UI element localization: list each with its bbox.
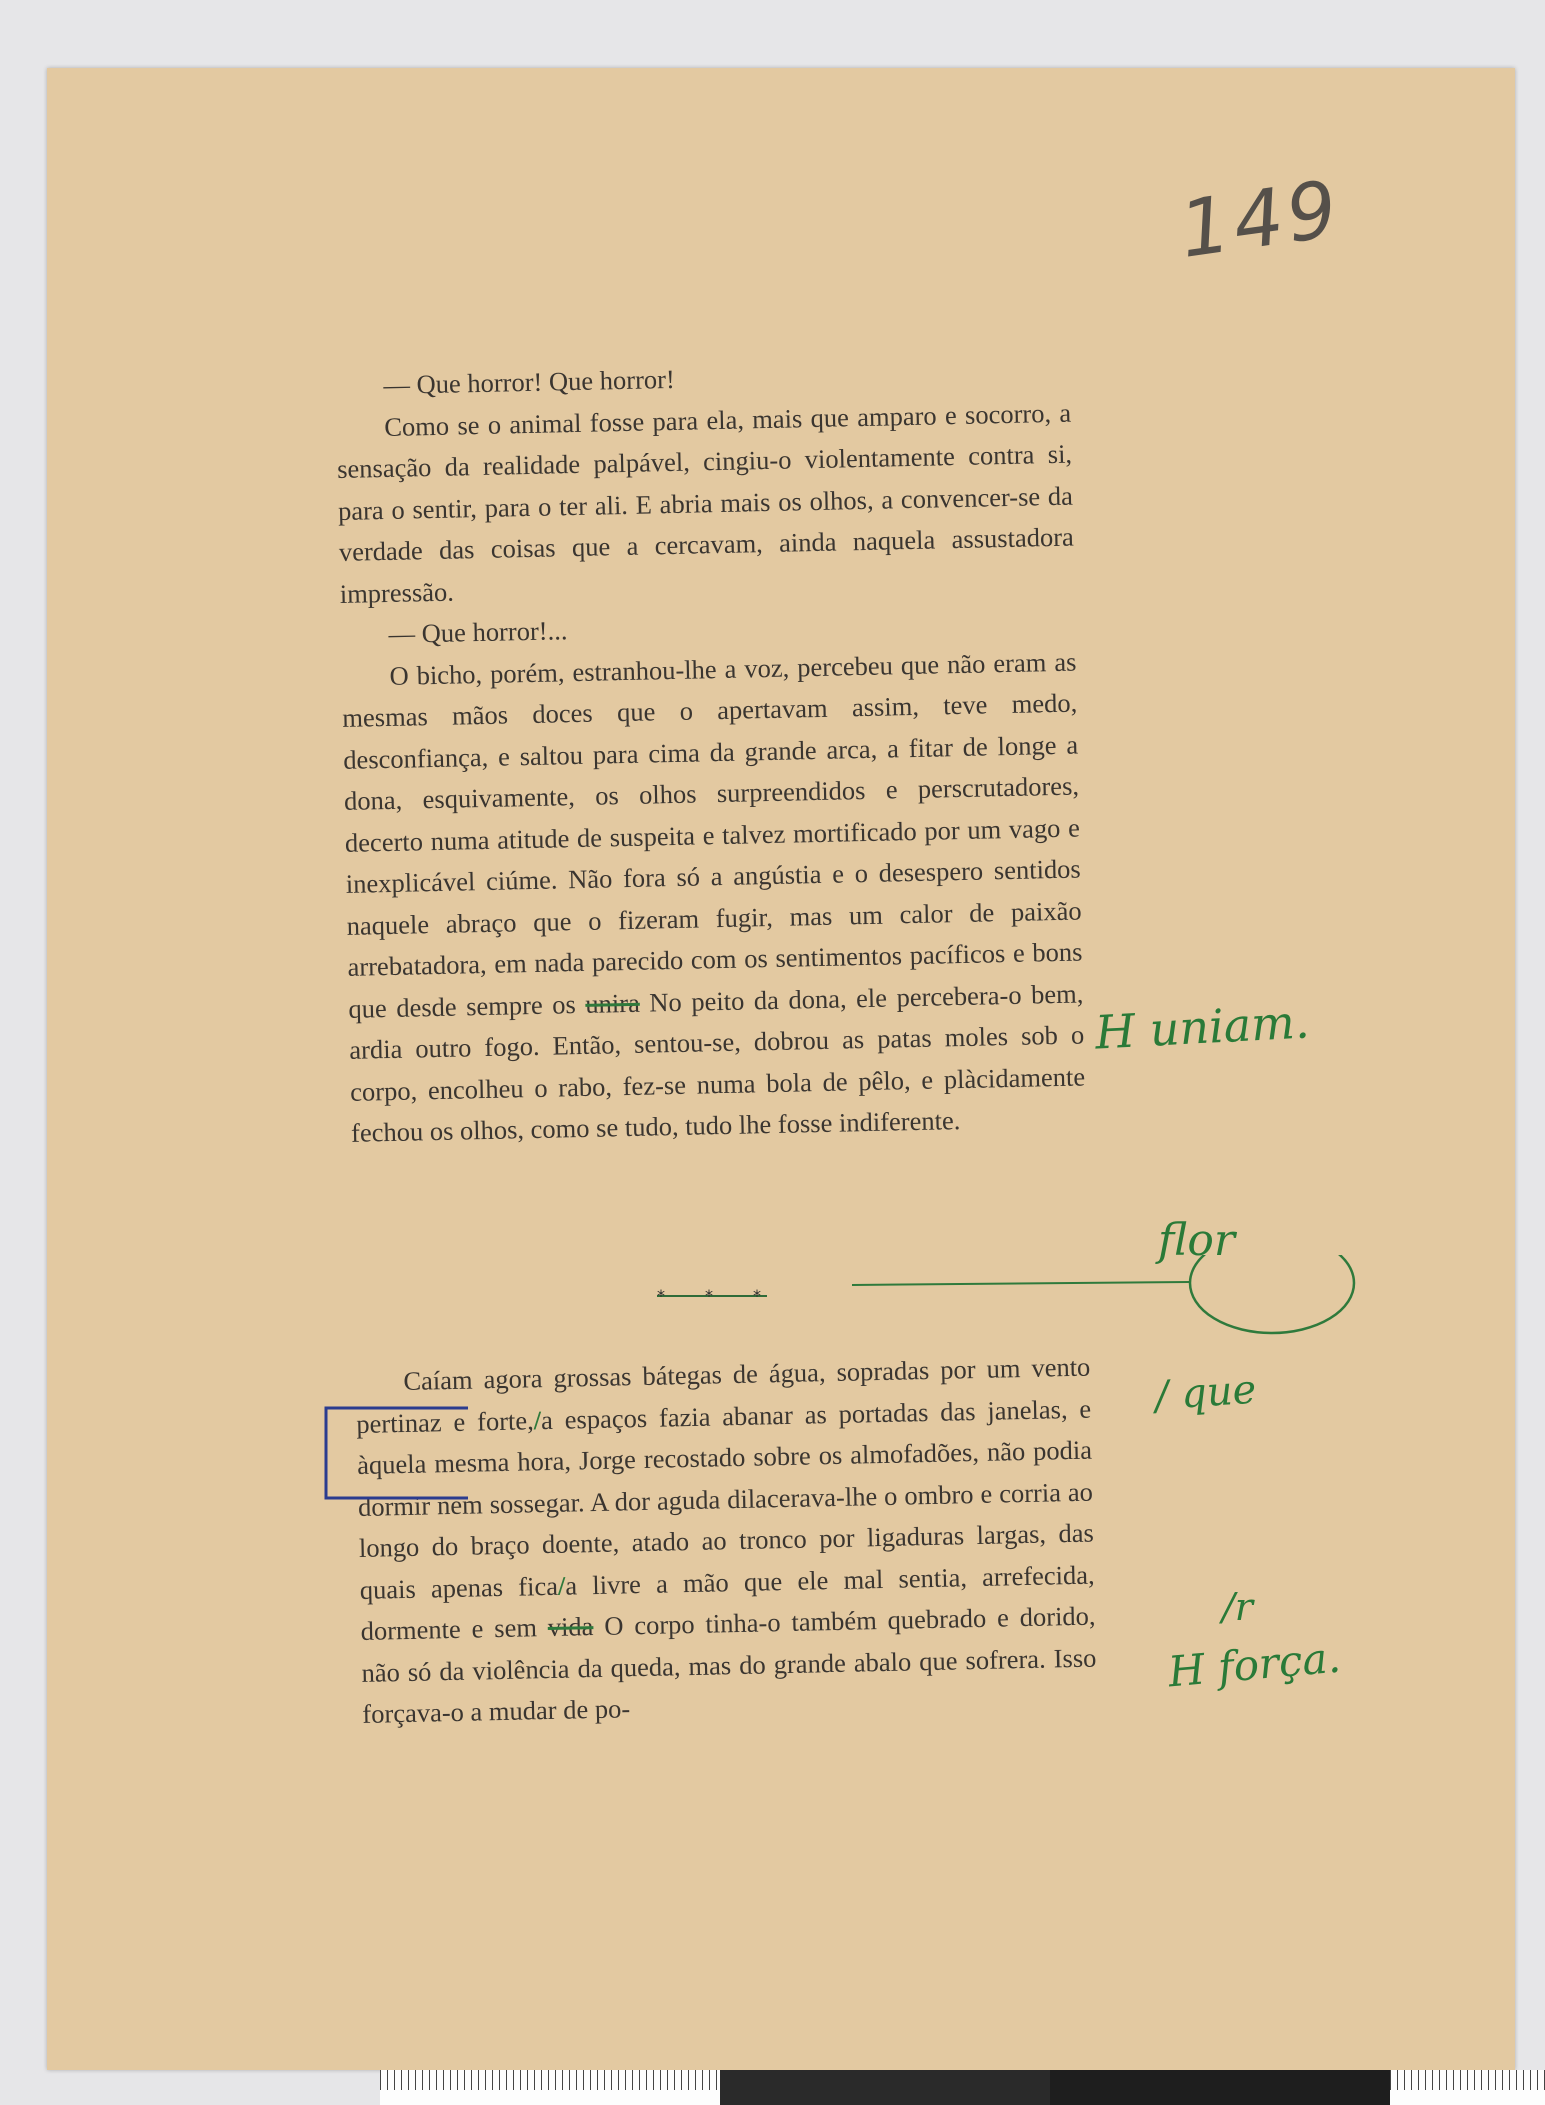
margin-note: /r	[1222, 1585, 1253, 1629]
paragraph: — Que horror!...	[388, 615, 568, 649]
margin-note: H uniam.	[1093, 994, 1311, 1060]
svg-text:*: *	[705, 1288, 713, 1302]
paragraph-bracket-mark	[318, 1400, 478, 1510]
svg-text:*: *	[657, 1288, 665, 1302]
text-block-upper	[335, 351, 1086, 1155]
text-run: No peito da dona, ele percebera-o bem, ardia outro fogo. Então, sentou-se, dobrou as patas moles sob o corpo, encolheu o rabo, fez-se numa bola de pêlo, e plàcidamente fechou os olhos, como se tudo, tudo lhe fosse indiferente.	[349, 977, 1086, 1148]
insertion-mark: /	[533, 1404, 542, 1435]
paragraph: — Que horror! Que horror!	[383, 363, 676, 400]
ruler-ticks	[1390, 2070, 1545, 2090]
text-run: O bicho, porém, estranhou-lhe a voz, percebeu que não eram as mesmas mãos doces que o apertavam assim, teve medo, desconfiança, e saltou para cima da grande arca, a fitar de longe a dona, esquivamente, os olhos surpreendidos e perscrutadores, decerto numa atitude de suspeita e talvez mortificado por um vago e inexplicável ciúme. Não fora só a angústia e o desespero sentidos naquele abraço que o fizeram fugir, mas um calor de paixão arrebatadora, em nada parecido com os sentimentos pacíficos e bons que desde sempre os	[342, 646, 1083, 1024]
ruler-ticks	[380, 2070, 720, 2090]
paragraph: Como se o animal fosse para ela, mais que amparo e socorro, a sensação da realidade palpável, cingiu-o violentamente contra si, para o sentir, para o ter ali. E abria mais os olhos, a convencer-se da verdade das coisas que a cercavam, ainda naquela assustadora impressão.	[336, 397, 1075, 609]
text-run: a livre a mão que ele mal sentia, arrefecida, dormente e sem	[360, 1559, 1095, 1646]
struck-word: vida	[547, 1611, 594, 1643]
page-number: 149	[1174, 164, 1347, 276]
margin-note: flor	[1158, 1215, 1235, 1266]
insertion-mark: /	[557, 1570, 566, 1601]
svg-text:*: *	[753, 1288, 761, 1302]
text-run: O corpo tinha-o também quebrado e dorido, não só da violência da queda, mas do grande abalo que sofrera. Isso forçava-o a mudar de po-	[361, 1600, 1097, 1729]
text-run: a espaços fazia abanar as portadas das janelas, e àquela mesma hora, Jorge recostado sobre os almofadões, não podia dormir nem sossegar. A dor aguda dilacerava-lhe o ombro e corria ao longo do braço doente, atado ao tronco por ligaduras largas, das quais apenas fica	[356, 1393, 1095, 1605]
section-separator	[655, 1288, 770, 1302]
ruler-block	[720, 2070, 1050, 2105]
scale-ruler	[380, 2070, 1545, 2105]
ruler-block	[1050, 2070, 1390, 2105]
paragraph	[341, 641, 1086, 1154]
margin-note: / que	[1153, 1366, 1258, 1420]
text-run: Caíam agora grossas bátegas de água, sopradas por um vento pertinaz e forte,	[355, 1351, 1091, 1439]
margin-note: H força.	[1166, 1632, 1343, 1697]
margin-connector-line	[850, 1255, 1360, 1345]
struck-word: unira	[585, 987, 641, 1019]
